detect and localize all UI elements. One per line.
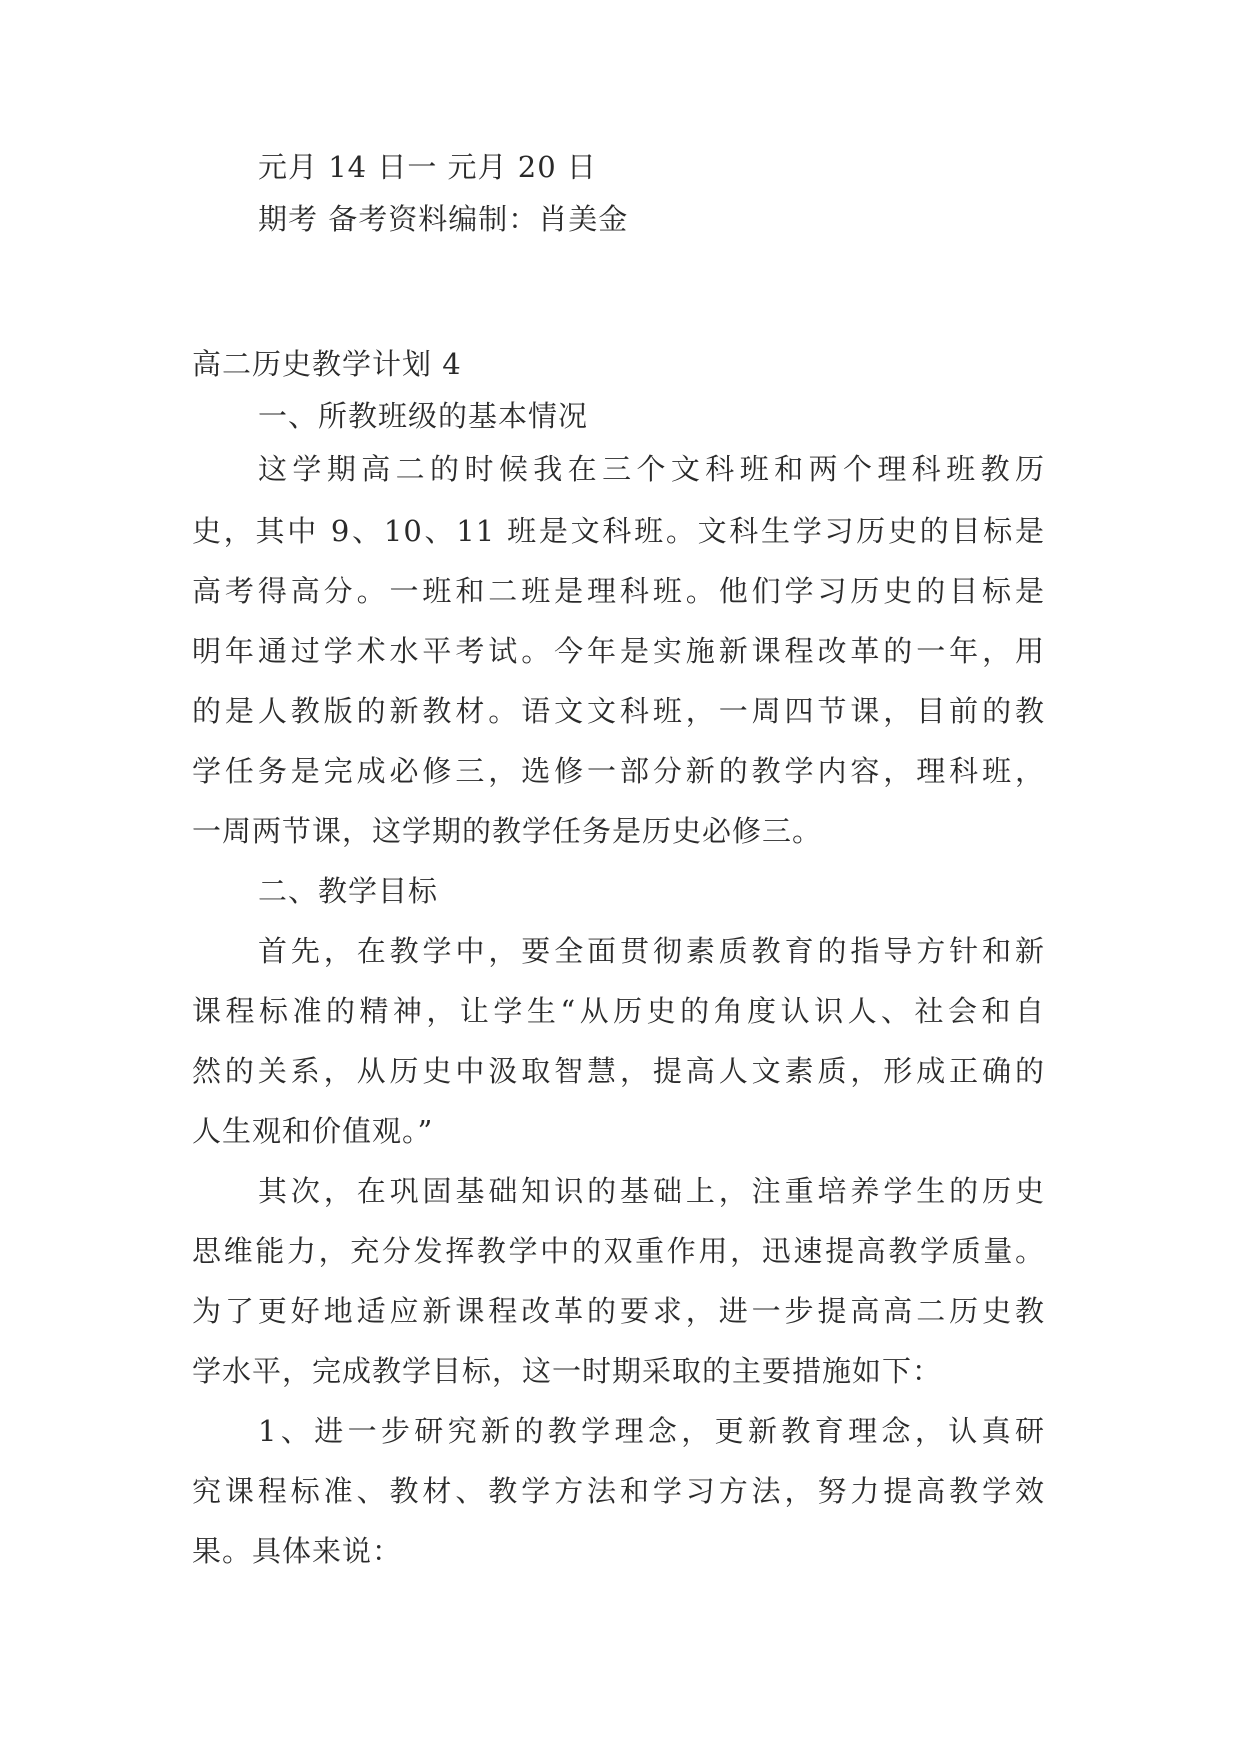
part1-line: 明年通过学术水平考试。今年是实施新课程改革的一年，用: [192, 634, 1045, 668]
part2-para2-line: 思维能力，充分发挥教学中的双重作用，迅速提高教学质量。: [192, 1234, 1045, 1268]
part2-para1-line: 人生观和价值观。”: [192, 1114, 434, 1148]
part2-heading: 二、教学目标: [258, 874, 439, 908]
part1-line: 史，其中 9、10、11 班是文科班。文科生学习历史的目标是: [192, 514, 1045, 548]
part1-line: 这学期高二的时候我在三个文科班和两个理科班教历: [258, 452, 1045, 486]
part1-line: 一周两节课，这学期的教学任务是历史必修三。: [192, 814, 823, 848]
part2-para2-line: 其次，在巩固基础知识的基础上，注重培养学生的历史: [258, 1174, 1045, 1208]
part2-para1-line: 然的关系，从历史中汲取智慧，提高人文素质，形成正确的: [192, 1054, 1045, 1088]
part1-line: 学任务是完成必修三，选修一部分新的教学内容，理科班，: [192, 754, 1045, 788]
part1-line: 高考得高分。一班和二班是理科班。他们学习历史的目标是: [192, 574, 1045, 608]
part2-para1-line: 首先，在教学中，要全面贯彻素质教育的指导方针和新: [258, 934, 1045, 968]
section-title: 高二历史教学计划 4: [192, 347, 462, 381]
part2-para2-line: 学水平，完成教学目标，这一时期采取的主要措施如下：: [192, 1354, 943, 1388]
exam-prep-line: 期考 备考资料编制：肖美金: [258, 202, 629, 236]
part2-para3-line: 果。具体来说：: [192, 1534, 403, 1568]
part1-line: 的是人教版的新教材。语文文科班，一周四节课，目前的教: [192, 694, 1045, 728]
date-range-line: 元月 14 日一 元月 20 日: [258, 150, 597, 184]
part2-para1-line: 课程标准的精神，让学生“从历史的角度认识人、社会和自: [192, 994, 1045, 1028]
part2-para3-line: 究课程标准、教材、教学方法和学习方法，努力提高教学效: [192, 1474, 1045, 1508]
part1-heading: 一、所教班级的基本情况: [258, 399, 589, 433]
part2-para3-line: 1、进一步研究新的教学理念，更新教育理念，认真研: [258, 1414, 1045, 1448]
part2-para2-line: 为了更好地适应新课程改革的要求，进一步提高高二历史教: [192, 1294, 1045, 1328]
